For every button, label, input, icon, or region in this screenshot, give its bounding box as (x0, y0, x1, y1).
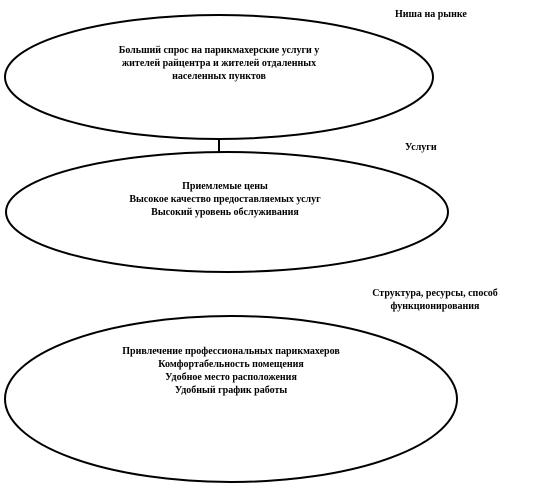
ellipse-structure-line-3: Удобное место расположения (165, 372, 297, 383)
label-services: Услуги (405, 142, 437, 153)
ellipse-niche-line-2: жителей райцентра и жителей отдаленных (121, 58, 317, 69)
label-niche: Ниша на рынке (395, 9, 467, 20)
ellipse-structure-line-2: Комфортабельность помещения (158, 359, 304, 370)
ellipse-services-line-3: Высокий уровень обслуживания (151, 207, 299, 218)
ellipse-niche-text (69, 44, 369, 83)
ellipse-niche-line-3: населенных пунктов (172, 71, 266, 82)
ellipse-structure (5, 316, 457, 482)
label-structure-line-1: Структура, ресурсы, способ (372, 288, 498, 299)
ellipse-services-line-1: Приемлемые цены (182, 181, 268, 192)
ellipse-structure-line-4: Удобный график работы (174, 385, 288, 396)
ellipse-services-text (75, 180, 375, 219)
ellipse-structure-line-1: Привлечение профессиональных парикмахеров (122, 346, 340, 357)
ellipse-niche-line-1: Больший спрос на парикмахерские услуги у (118, 45, 320, 56)
ellipse-services-line-2: Высокое качество предоставляемых услуг (129, 194, 321, 205)
ellipse-structure-text (81, 345, 381, 397)
label-structure (360, 287, 510, 313)
label-structure-line-2: функционирования (390, 301, 480, 312)
